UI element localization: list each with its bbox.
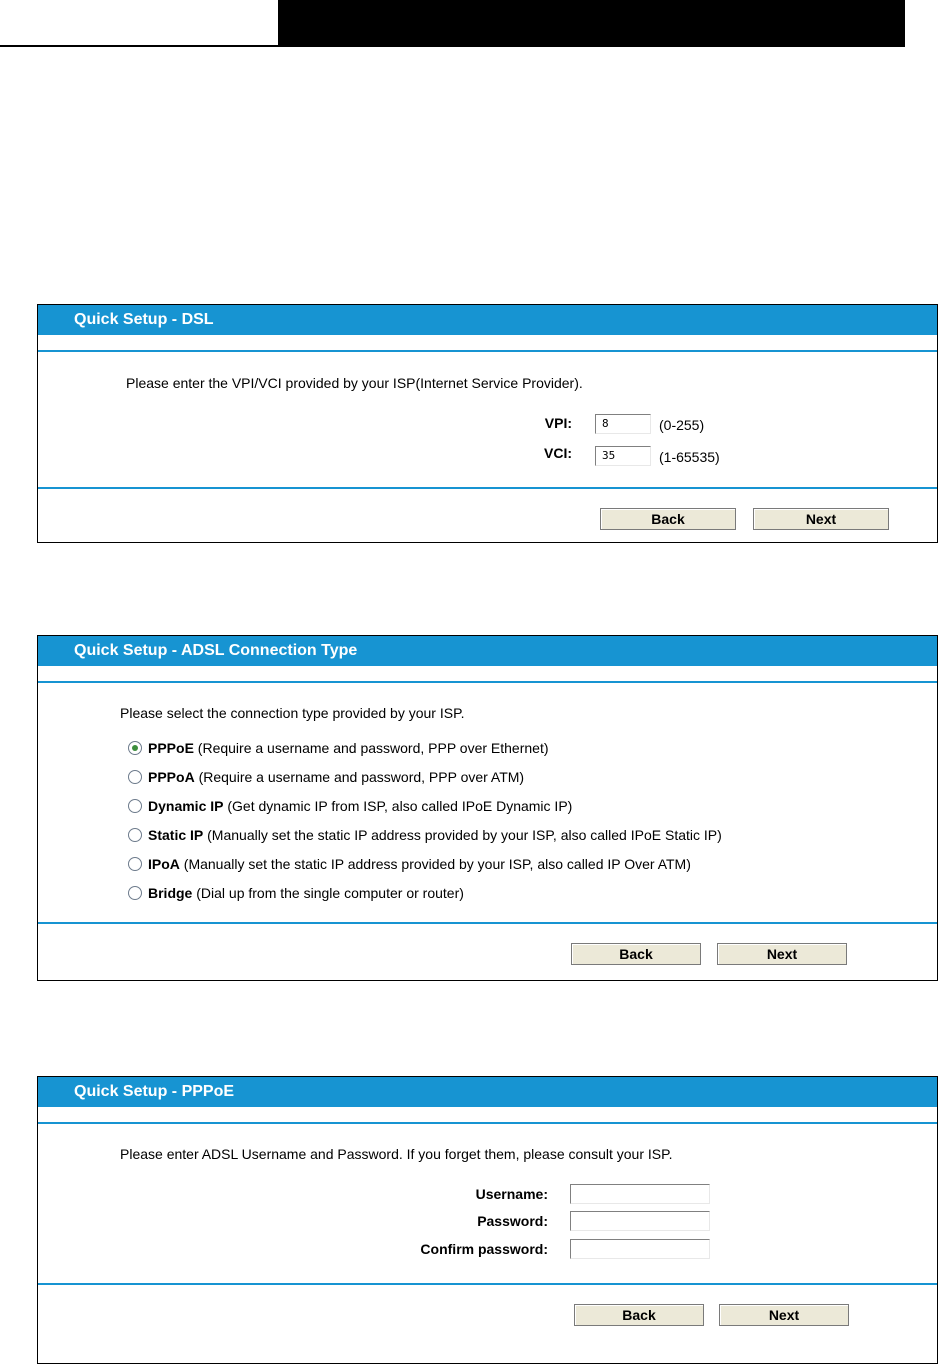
password-label: Password: <box>477 1213 548 1229</box>
vci-input[interactable]: 35 <box>595 446 651 466</box>
option-pppoa[interactable] <box>128 769 524 787</box>
pppoe-next-button[interactable]: Next <box>719 1304 849 1326</box>
option-ipoa[interactable] <box>128 856 691 874</box>
option-name: Bridge <box>148 885 193 901</box>
radio-pppoe[interactable] <box>128 741 142 755</box>
vci-label: VCI: <box>544 445 572 461</box>
vci-range: (1-65535) <box>659 449 720 465</box>
dsl-panel-title: Quick Setup - DSL <box>38 305 937 335</box>
username-label: Username: <box>475 1186 548 1202</box>
header-black-bar <box>278 0 903 47</box>
header-edge <box>903 0 905 47</box>
header-rule <box>0 45 278 47</box>
confirm-password-input[interactable] <box>570 1239 710 1259</box>
option-pppoe[interactable] <box>128 740 549 758</box>
option-name: IPoA <box>148 856 180 872</box>
connection-type-panel <box>37 635 938 981</box>
option-desc: (Require a username and password, PPP over ATM) <box>198 769 525 785</box>
pppoe-panel-title: Quick Setup - PPPoE <box>38 1077 937 1107</box>
option-static-ip[interactable] <box>128 827 722 845</box>
connection-next-button[interactable]: Next <box>717 943 847 965</box>
option-desc: (Dial up from the single computer or router) <box>196 885 464 901</box>
option-desc: (Manually set the static IP address provided by your ISP, also called IPoE Static IP) <box>207 827 722 843</box>
vpi-range: (0-255) <box>659 417 705 433</box>
vpi-label: VPI: <box>544 415 572 431</box>
option-desc: (Manually set the static IP address provided by your ISP, also called IP Over ATM) <box>183 856 691 872</box>
connection-type-title: Quick Setup - ADSL Connection Type <box>38 636 937 666</box>
option-bridge[interactable] <box>128 885 464 903</box>
pppoe-bottom-rule <box>38 1283 937 1285</box>
pppoe-back-button[interactable]: Back <box>574 1304 704 1326</box>
pppoe-panel <box>37 1076 938 1364</box>
dsl-panel <box>37 304 938 543</box>
option-desc: (Get dynamic IP from ISP, also called IPoE Dynamic IP) <box>227 798 573 814</box>
option-name: PPPoA <box>148 769 195 785</box>
username-input[interactable] <box>570 1184 710 1204</box>
radio-ipoa[interactable] <box>128 857 142 871</box>
dsl-bottom-rule <box>38 487 937 489</box>
radio-pppoa[interactable] <box>128 770 142 784</box>
radio-bridge[interactable] <box>128 886 142 900</box>
option-dynamic-ip[interactable] <box>128 798 572 816</box>
vpi-input[interactable]: 8 <box>595 414 651 434</box>
password-input[interactable] <box>570 1211 710 1231</box>
dsl-instruction: Please enter the VPI/VCI provided by your ISP(Internet Service Provider). <box>126 375 583 391</box>
option-desc: (Require a username and password, PPP over Ethernet) <box>197 740 549 756</box>
connection-bottom-rule <box>38 922 937 924</box>
pppoe-top-rule <box>38 1122 937 1124</box>
connection-back-button[interactable]: Back <box>571 943 701 965</box>
option-name: Static IP <box>148 827 204 843</box>
dsl-top-rule <box>38 350 937 352</box>
connection-top-rule <box>38 681 937 683</box>
dsl-next-button[interactable]: Next <box>753 508 889 530</box>
dsl-back-button[interactable]: Back <box>600 508 736 530</box>
option-name: PPPoE <box>148 740 194 756</box>
confirm-password-label: Confirm password: <box>420 1241 548 1257</box>
radio-dynamic-ip[interactable] <box>128 799 142 813</box>
pppoe-instruction: Please enter ADSL Username and Password. If you forget them, please consult your ISP. <box>120 1146 673 1162</box>
radio-static-ip[interactable] <box>128 828 142 842</box>
connection-instruction: Please select the connection type provided by your ISP. <box>120 705 465 721</box>
option-name: Dynamic IP <box>148 798 224 814</box>
